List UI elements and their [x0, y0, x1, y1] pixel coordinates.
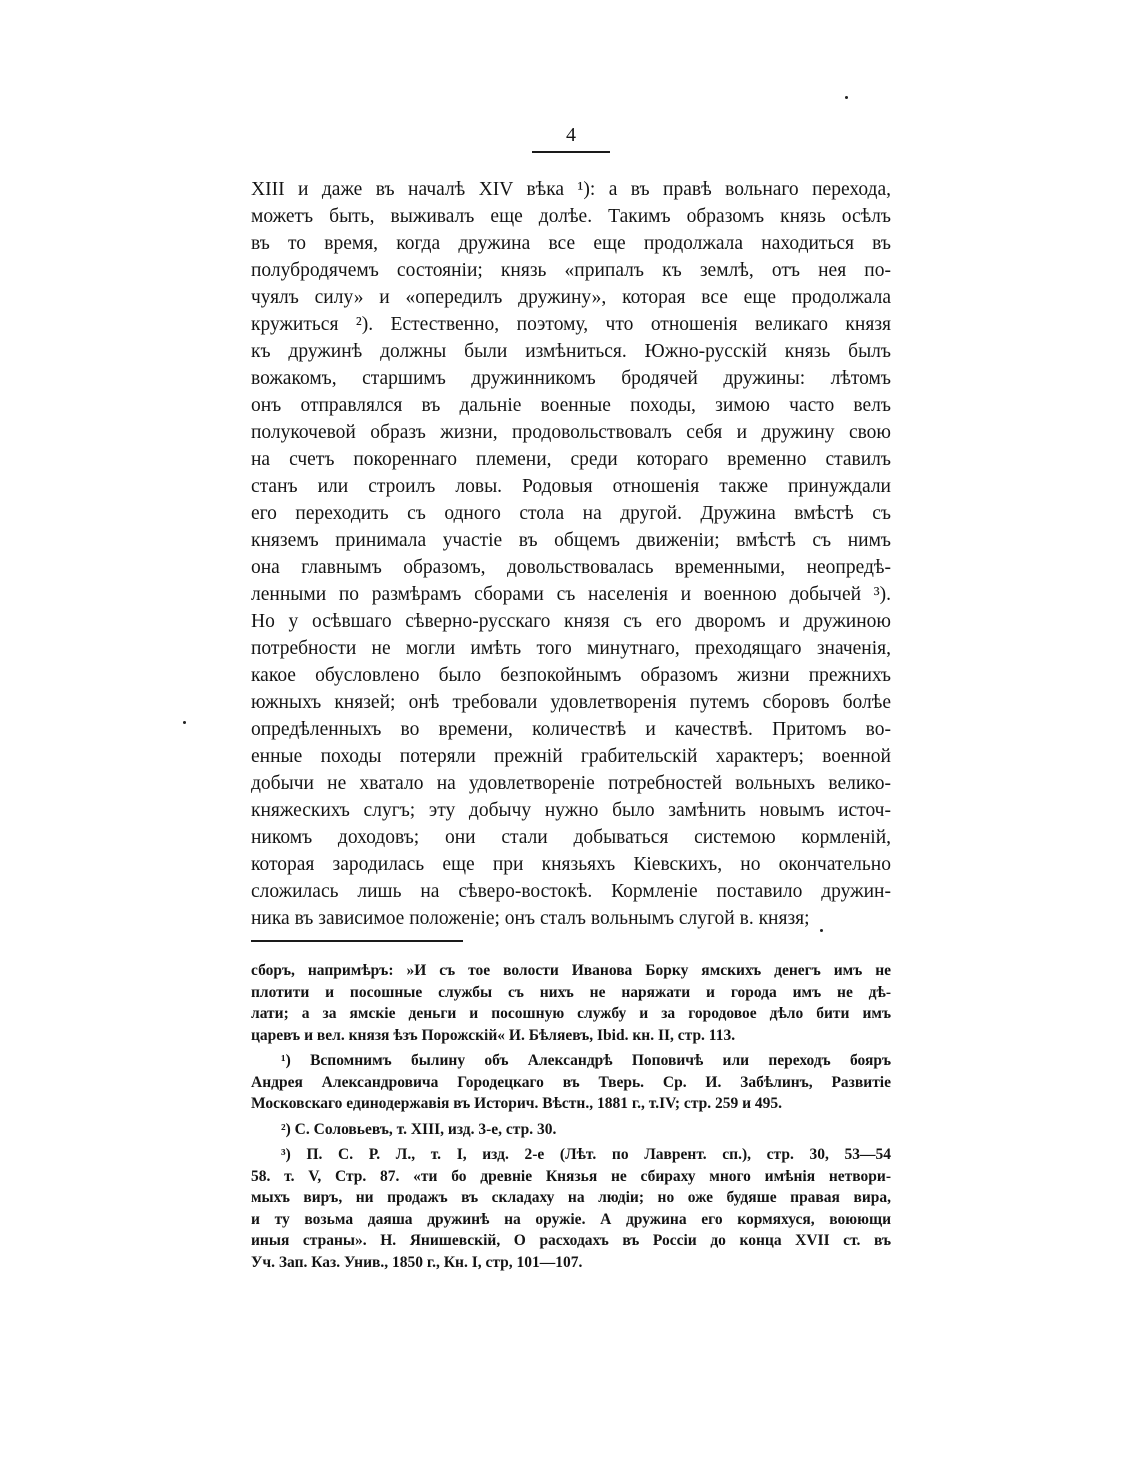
text-line: которая зародилась еще при князьяхъ Кіевскихъ, но окончательно	[251, 854, 891, 875]
text-line: полукочевой образъ жизни, продовольствовалъ себя и дружину свою	[251, 422, 891, 443]
text-line: ника въ зависимое положеніе; онъ сталъ вольнымъ слугой в. князя;	[251, 908, 810, 929]
footnote-line: царевъ и вел. князя ѣзъ Порожскій« И. Бѣляевъ, Ibid. кн. II, стр. 113.	[251, 1026, 736, 1044]
footnote-2	[251, 1119, 891, 1141]
text-line: енные походы потеряли прежній грабительскій характеръ; военной	[251, 746, 891, 767]
text-line: добычи не хватало на удовлетвореніе потребностей вольныхъ велико-	[251, 773, 891, 794]
footnote-1	[251, 1050, 891, 1115]
footnote-line: иныя страны». Н. Янишевскій, О расходахъ въ Россіи до конца XVII ст. въ	[251, 1232, 891, 1249]
footnote-line: ³) П. С. Р. Л., т. I, изд. 2-е (Лѣт. по Лаврент. сп.), стр. 30, 53—54	[281, 1146, 891, 1163]
main-text	[251, 176, 891, 932]
footnote-line: ¹) Вспомнимъ былину объ Александрѣ Поповичѣ или переходъ бояръ	[281, 1052, 891, 1069]
footnote-line: лати; а за ямскіе деньги и посошную службу и за городовое дѣло бити имъ	[251, 1005, 891, 1022]
text-line: полубродячемъ состояніи; князь «припалъ къ землѣ, отъ нея по-	[251, 260, 891, 281]
footnote-separator	[251, 940, 463, 942]
text-line: его переходить съ одного стола на другой. Дружина вмѣстѣ съ	[251, 503, 891, 524]
footnote-line: ²) С. Соловьевъ, т. XIII, изд. 3-е, стр. 30.	[281, 1120, 557, 1138]
text-line: къ дружинѣ должны были измѣниться. Южно-русскій князь былъ	[251, 341, 891, 362]
text-line: потребности не могли имѣть того минутнаго, преходящаго значенія,	[251, 638, 891, 659]
text-line: станъ или строилъ ловы. Родовыя отношенія также принуждали	[251, 476, 891, 497]
text-line: княземъ принимала участіе въ общемъ движеніи; вмѣстѣ съ нимъ	[251, 530, 891, 551]
footnote-3	[251, 1144, 891, 1273]
text-line: никомъ доходовъ; они стали добываться системою кормленій,	[251, 827, 891, 848]
text-line: какое обусловлено было безпокойнымъ образомъ жизни прежнихъ	[251, 665, 891, 686]
footnote-line: 58. т. V, Стр. 87. «ти бо древніе Князья не сбираху много имѣнія нетвори-	[251, 1167, 891, 1185]
scan-speck	[183, 721, 186, 724]
text-line: сложилась лишь на сѣверо-востокѣ. Кормленіе поставило дружин-	[251, 881, 891, 902]
text-line: чуялъ силу» и «опередилъ дружину», которая все еще продолжала	[251, 287, 891, 308]
text-line: южныхъ князей; онѣ требовали удовлетворенія путемъ сборовъ болѣе	[251, 692, 891, 713]
text-line: кружиться ²). Естественно, поэтому, что отношенія великаго князя	[251, 314, 891, 335]
text-line: вожакомъ, старшимъ дружинникомъ бродячей дружины: лѣтомъ	[251, 368, 891, 389]
footnote-line: и ту возьма даяша дружинѣ на оружіе. А дружина его кормяхуся, воюющи	[251, 1210, 891, 1228]
text-line: княжескихъ слугъ; эту добычу нужно было замѣнить новымъ источ-	[251, 800, 891, 821]
footnote-line: Московскаго единодержавія въ Историч. Вѣстн., 1881 г., т.IV; стр. 259 и 495.	[251, 1095, 783, 1112]
footnotes	[251, 960, 891, 1273]
footnote-line: сборъ, напримѣръ: »И съ тое волости Иванова Борку ямскихъ денегъ имъ не	[251, 962, 891, 979]
footnote-line: плотити и посошные службы съ нихъ не наряжати и города имъ не дѣ-	[251, 983, 891, 1001]
text-line: опредѣленныхъ во времени, количествѣ и качествѣ. Притомъ во-	[251, 719, 891, 740]
text-line: ленными по размѣрамъ сборами съ населенія и военною добычей ³).	[251, 584, 891, 605]
text-line: онъ отправлялся въ дальніе военные походы, зимою часто велъ	[251, 395, 891, 416]
page-number: 4	[566, 124, 576, 146]
scan-speck	[845, 96, 848, 99]
text-line: можетъ быть, выживалъ еще долѣе. Такимъ образомъ князь осѣлъ	[251, 206, 891, 227]
text-line: въ то время, когда дружина все еще продолжала находиться въ	[251, 233, 891, 254]
footnote-line: Уч. Зап. Каз. Унив., 1850 г., Кн. I, стр, 101—107.	[251, 1253, 583, 1271]
text-line: XIII и даже въ началѣ XIV вѣка ¹): а въ правѣ вольнаго перехода,	[251, 179, 891, 200]
scan-speck	[820, 929, 823, 932]
text-line: Но у осѣвшаго сѣверно-русскаго князя съ его дворомъ и дружиною	[251, 611, 891, 632]
footnote-line: мыхъ виръ, ни продажъ въ складаху на людіи; но оже будяше правая вира,	[251, 1189, 891, 1206]
footnote-continuation	[251, 960, 891, 1046]
text-line: на счетъ покореннаго племени, среди котораго временно ставилъ	[251, 449, 891, 470]
text-line: она главнымъ образомъ, довольствовалась временными, неопредѣ-	[251, 557, 891, 578]
page-number-rule	[532, 151, 610, 153]
footnote-line: Андрея Александровича Городецкаго въ Тверь. Ср. И. Забѣлинъ, Развитіе	[251, 1073, 891, 1091]
